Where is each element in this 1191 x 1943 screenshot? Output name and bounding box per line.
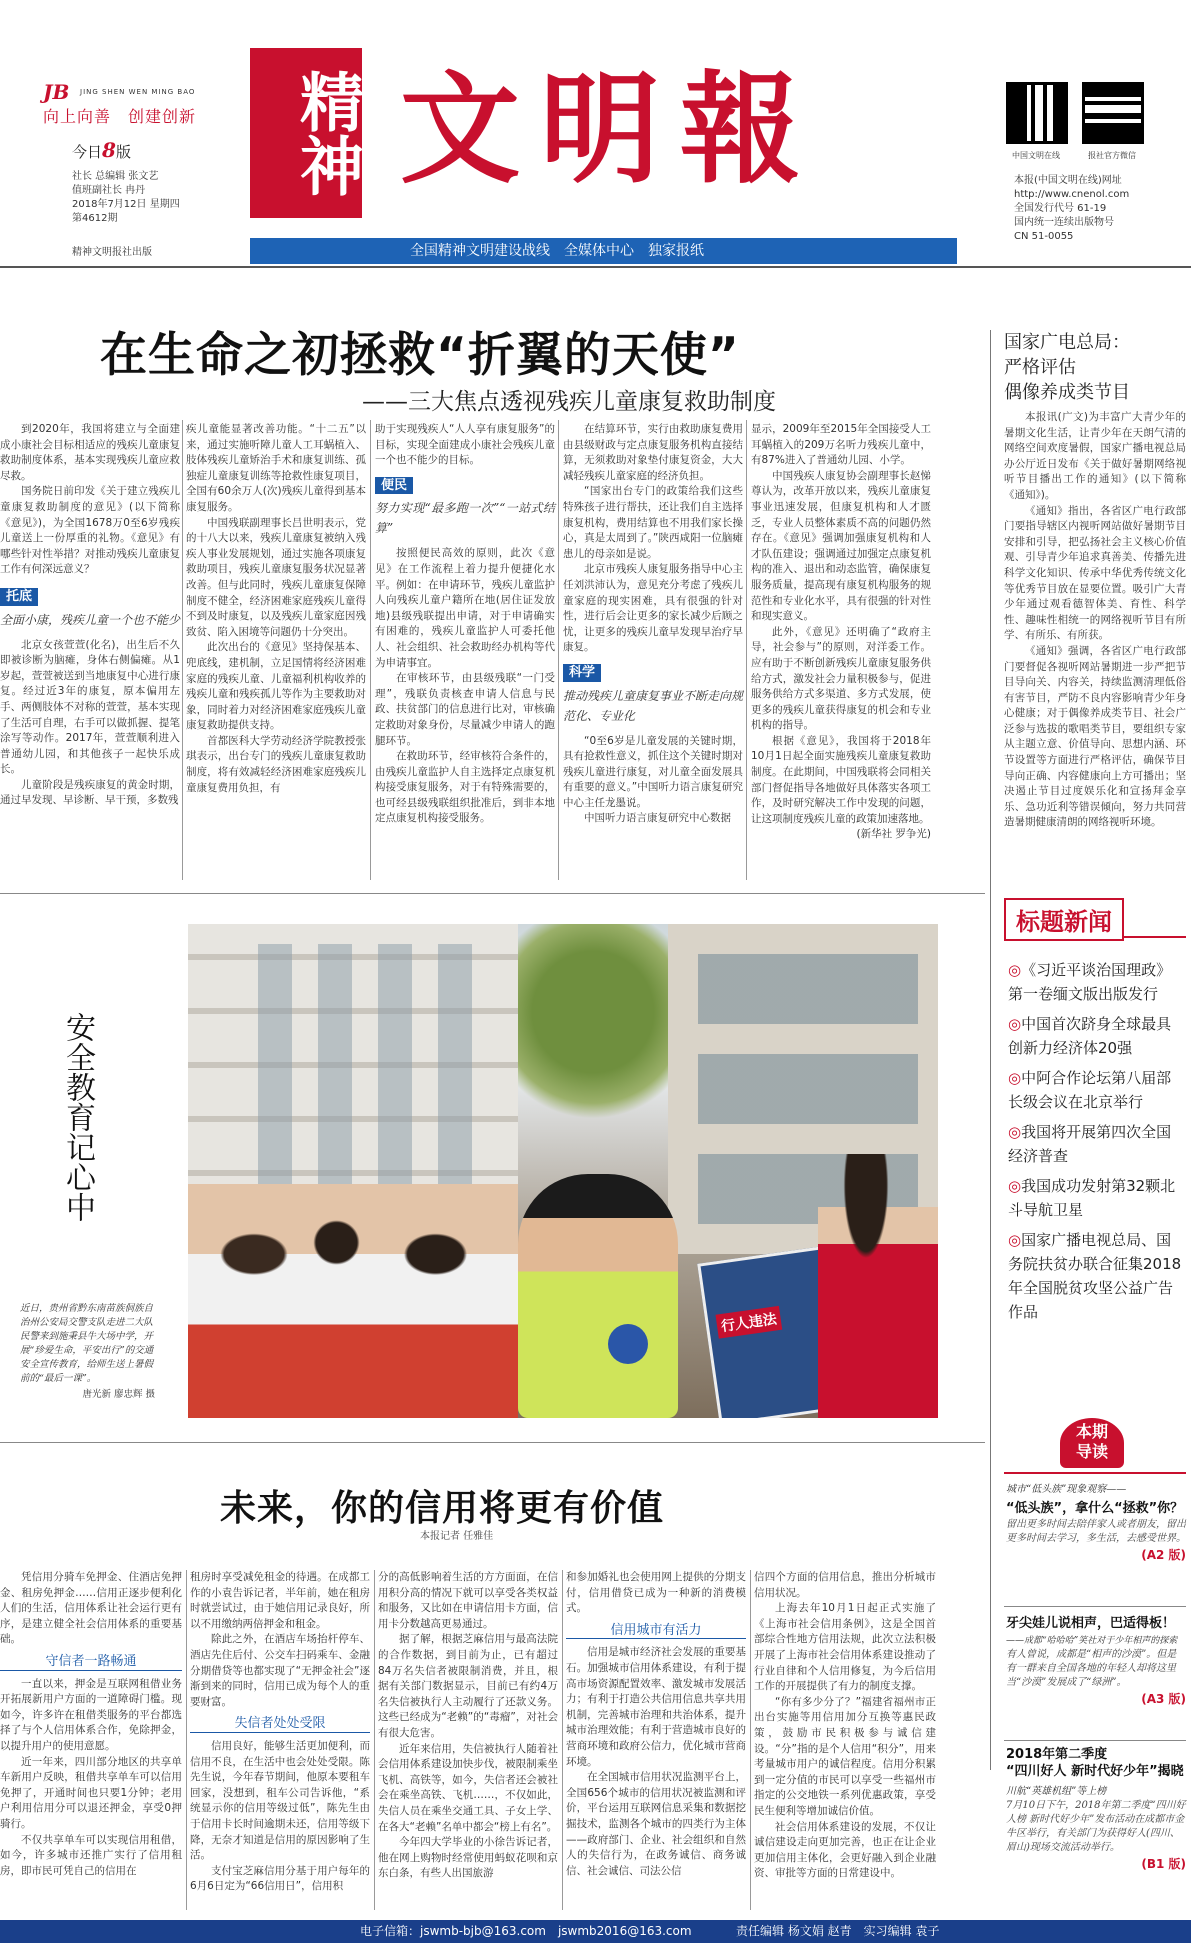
qr-code-wenming [1006, 82, 1068, 144]
masthead-rule [0, 266, 1191, 268]
lead-paragraph: 在结算环节，实行由救助康复费用由县级财政与定点康复服务机构直接结算，无须救助对象垫付康复资金，大大减轻残疾儿童家庭的经济负担。 [563, 423, 743, 482]
students-left [188, 1184, 518, 1418]
section-tag-tuodi: 托底 [0, 588, 180, 606]
sidebar-policy-title: 国家广电总局： 严格评估 偶像养成类节目 [1004, 332, 1130, 403]
lead-paragraph: 北京市残疾人康复服务指导中心主任刘洪沛认为，意见充分考虑了残疾儿童家庭的现实困难，具有很强的针对性，进行后会让更多的家长减少后顾之忧，让更多的残疾儿童早发现早治疗早康复。 [563, 563, 743, 654]
masthead [0, 0, 1191, 262]
news-photo [188, 924, 938, 1418]
lead-headline: 在生命之初拯救“折翼的天使” [100, 328, 740, 383]
lead-paragraph: 此外，《意见》还明确了“政府主导，社会参与”的原则，对洋委工作。应有助于不断创新残疾儿童康复服务供给方式，激发社会力量积极参与，促进服务供给方式多渠道、多方式发展，使更多的残疾儿童获得康复的机会和专业机构的指导。 [751, 625, 931, 732]
lead-paragraph: “0至6岁是儿童发展的关键时期，具有抢救性意义，抓住这个关键时期对残疾儿童进行康复，对儿童全面发展具有重要的意义。”中国听力语言康复研究中心主任龙墨说。 [563, 734, 743, 809]
guide-divider [1004, 1740, 1186, 1741]
section-subhead: 全面小康，残疾儿童一个也不能少 [0, 612, 181, 627]
credit-column-4: 和参加婚礼也会使用网上提供的分期支付，信用借贷已成为一种新的消费模式。 信用城市有活力 信用是城市经济社会发展的重要基石。加强城市信用体系建设，有利于提高市场资源配置效率、激发城市发展活力；有利于打造公共信用信息共享共用机制，完善城市治理和共治体系，提升城市治理效能；有利于营造城市良好的营商环境和政府公信力，优化城市营商环境。 在全国城市信用状况监测平台上，全国656个城市的信用状况被监测和评价，平台运用互联网信息采集和数据挖掘技术，监测各个城市的四类行为主体——政府部门、企业、社会组织和自然人的失信行为，在政务诚信、商务诚信、社会诚信、司法公信 [566, 1571, 746, 1877]
list-item: ◎中国首次跻身全球最具创新力经济体20强 [1008, 1015, 1172, 1057]
qr-caption-1: 中国文明在线 [1012, 151, 1060, 160]
credit-subhead: 信用城市有活力 [566, 1623, 746, 1640]
list-item: ◎中阿合作论坛第八届部长级会议在北京举行 [1008, 1069, 1172, 1111]
footer-bar [0, 1920, 1191, 1943]
lead-paragraph: 首都医科大学劳动经济学院教授张琪表示，出台专门的残疾儿童康复救助制度，将有效减轻经济困难家庭残疾儿童康复费用负担，有 [186, 734, 366, 794]
lead-column-5 [751, 422, 931, 843]
footer-editors: 责任编辑 杨文娟 赵青 实习编辑 袁子 [736, 1924, 940, 1938]
guide-rule [1004, 1472, 1186, 1474]
column-divider [374, 1570, 375, 1910]
list-item: ◎我国将开展第四次全国经济普查 [1008, 1123, 1172, 1165]
lead-column-4 [563, 422, 743, 827]
credit-subhead: 失信者处处受限 [190, 1716, 370, 1733]
list-item: ◎我国成功发射第32颗北斗导航卫星 [1008, 1177, 1176, 1219]
lead-column-1 [0, 422, 180, 809]
page-count: 8 [102, 138, 116, 162]
credit-column-5: 信四个方面的信用信息，推出分析城市信用状况。 上海去年10月1日起正式实施了《上海市社会信用条例》，这是全国首部综合性地方信用法规，此次立法积极开展了上海市社会信用体系建设推动了行业自律和个人信用修复，为今后信用工作的开展提供了有力的制度支撑。 “你有多少分了？”福建省福州市正出台实施等用信用加分互换等惠民政策，鼓励市民积极参与诚信建设。“分”指的是个人信用“积分”，用来考量城市用户的诚信程度。信用分积累到一定分值的市民可以享受一些福州市指定的公交地铁一系列优惠政策，享受民生便利等增加诚信价值。 社会信用体系建设的发展，不仅让诚信建设走向更加完善，也正在让企业更加信用主体化，会更好融入到企业融资、审批等方面的日常建设中。 [754, 1571, 936, 1880]
credit-top-rule [0, 1442, 985, 1443]
paper-title-red: 精神 [250, 48, 362, 218]
publisher: 精神文明报社出版 [72, 247, 152, 258]
section-tag-bianmin: 便民 [375, 477, 555, 495]
lead-paragraph: 此次出台的《意见》坚持保基本、兜底线，建机制，立足国情将经济困难家庭的残疾儿童、儿童福利机构收养的残疾儿童和残疾孤儿等作为主要救助对象，同时着力对经济困难家庭残疾儿童康复救助提供支持。 [186, 641, 366, 732]
paper-title-main: 文明報 [400, 59, 820, 200]
section-tag-kexue: 科学 [563, 664, 743, 682]
lead-paragraph: 根据《意见》，我国将于2018年10月1日起全面实施残疾儿童康复救助制度。在此期间，中国残联将会同相关部门督促指导各地做好具体落实各项工作，及时研究解决工作中发现的问题，让这项制度残疾儿童的政策加速落地。 [751, 734, 931, 825]
lead-paragraph: 国务院日前印发《关于建立残疾儿童康复救助制度的意见》(以下简称《意见》)，为全国1678万0至6岁残疾儿童送上一份厚重的礼物。《意见》有哪些针对性举措？对推动残疾儿童康复工作有何深远意义？ [0, 485, 180, 576]
guide-item-3: 2018年第二季度 “四川好人 新时代好少年”揭晓 川航“英雄机组”等上榜 7月10日下午，2018年第二季度“四川好人榜 新时代好少年”发布活动在成都市金牛区举行，有关部门为获得好人(四川、眉山)现场交流活动举行。 (B1 版) [1006, 1747, 1186, 1871]
sidebar-policy-body: 本报讯(广文)为丰富广大青少年的暑期文化生活，让青少年在天朗气清的网络空间欢度暑假，国家广播电视总局办公厅近日发布《关于做好暑期网络视听节目播出工作的通知》(以下简称《通知》)。 《通知》指出，各省区广电行政部门要指导辖区内视听网站做好暑期节目安排和引导，把弘扬社会主义核心价值观、引导青少年追求真善美、传播先进科学文化知识、传承中华优秀传统文化等优秀节目放在显要位置。吸引广大青少年通过观看德智体美、育性、科学性、趣味性相统一的网络视听节目有所学、有所乐、有所获。 《通知》强调，各省区广电行政部门要督促各视听网站暑期进一步严把节目导向关、内容关，持续监测清理低俗有害节目，严防不良内容影响青少年身心健康；对于偶像养成类节目、社会广泛参与选拔的歌唱类节目，要组织专家从主题立意、价值导向、思想内涵、环节设置等方面进行严格评估，确保节目导向正确、内容健康向上方可播出；坚决遏止节目过度娱乐化和宣扬拜金享乐、急功近利等错误倾向，努力共同营造暑期健康清朗的网络视听环境。 [1004, 411, 1186, 829]
lead-byline: (新华社 罗争光) [856, 828, 931, 841]
lead-paragraph: 中国听力语言康复研究中心数据 [584, 812, 731, 825]
section-subhead: 努力实现“最多跑一次”“一站式结算” [375, 501, 555, 536]
paper-title [250, 48, 950, 218]
column-divider [186, 1570, 187, 1910]
lead-paragraph: 在救助环节，经审核符合条件的，由残疾儿童监护人自主选择定点康复机构接受康复服务，对于有特殊需要的，也可经县级残联组织批准后，到非本地定点康复机构接受服务。 [375, 750, 555, 825]
nav-bar: 全国精神文明建设战线 全媒体中心 独家报纸 [250, 238, 957, 264]
photo-credit: 唐光新 廖忠辉 摄 [82, 1389, 155, 1400]
list-item: ◎国家广播电视总局、国务院扶贫办联合征集2018年全国脱贫攻坚公益广告作品 [1008, 1231, 1182, 1321]
brand-pinyin: JING SHEN WEN MING BAO [80, 88, 196, 96]
column-divider [370, 420, 371, 880]
guide-badge: 本期 导读 [1060, 1418, 1124, 1468]
column-divider [558, 420, 559, 880]
lead-paragraph: 北京女孩萱萱(化名)，出生后不久即被诊断为脑瘫，身体右侧偏瘫。从1岁起，萱萱被送到当地康复中心进行康复。经过近3年的康复，原本偏用左手、两侧肢体不对称的萱萱，基本实现了生活可自理，右手可以做抓握、提笔涂写等动作。2017年，萱萱顺利进入普通幼儿园，和其他孩子一起快乐成长。 [0, 638, 180, 776]
lead-paragraph: 助于实现残疾人“人人享有康复服务”的目标，实现全面建成小康社会残疾儿童一个也不能少的目标。 [375, 423, 555, 467]
brand-mark: JB [43, 80, 70, 104]
lead-paragraph: “国家出台专门的政策给我们这些特殊孩子进行帮扶，还让我们自主选择康复机构，费用结算也不用我们家长操心，真是太周到了。”陕西咸阳一位脑瘫患儿的母亲如是说。 [563, 485, 743, 560]
photo-top-rule [0, 893, 985, 894]
credit-column-1: 凭信用分骑车免押金、住酒店免押金、租房免押金……信用正逐步便利化人们的生活，信用体系让社会运行更有序，是建立健全社会信用体系的重要基础。 守信者一路畅通 一直以来，押金是互联网租借业务开拓展新用户方面的一道障碍门槛。现如今，许多许在租借类服务的平台都选择了与个人信用体系合作，免除押金，以提升用户的使用意愿。 近一年来，四川部分地区的共享单车新用户反映，租借共享单车可以信用免押了，开通时间也只要1分钟；老用户利用信用分可以退还押金，享受0押骑行。 不仅共享单车可以实现信用租借，如今，许多城市还推广实行了信用租房，即市民可凭自己的信用在 [0, 1571, 182, 1877]
editor-info: 社长 总编辑 张文艺 值班副社长 冉丹 2018年7月12日 星期四 第4612期 [72, 171, 180, 224]
photo-title: 安全教育记心中 [60, 1012, 95, 1222]
guide-divider [1004, 1606, 1186, 1607]
lead-paragraph: 儿童阶段是残疾康复的黄金时期，通过早发现、早诊断、早干预，多数残 [0, 778, 180, 807]
police-officer [518, 1174, 678, 1418]
column-divider [562, 1570, 563, 1910]
lead-paragraph: 按照便民高效的原则，此次《意见》在工作流程上着力提升便捷化水平。例如：在申请环节，残疾儿童监护人向残疾儿童户籍所在地(居住证发放地)县级残联提出申请，对于申请确实有困难的，残疾儿童监护人可委托他人、社会组织、社会救助经办机构等代为申请事宜。 [375, 547, 555, 669]
lead-subhead: ——三大焦点透视残疾儿童康复救助制度 [362, 389, 776, 415]
lead-paragraph: 疾儿童能显著改善功能。“十二五”以来，通过实施听障儿童人工耳蜗植入、肢体残疾儿童矫治手术和康复训练、孤独症儿童康复训练等抢救性康复项目，全国有60余万人(次)残疾儿童得到基本康复服务。 [186, 423, 366, 513]
column-divider [182, 420, 183, 880]
column-divider [750, 1570, 751, 1910]
police-badge [608, 1324, 648, 1364]
footer-contact: 电子信箱：jswmb-bjb@163.com jswmb2016@163.com [360, 1924, 692, 1938]
today-pages: 今日8版 [72, 138, 131, 162]
qr-code-wechat [1082, 82, 1144, 144]
lead-column-2 [186, 422, 366, 796]
headline-news-list [1008, 958, 1186, 1324]
lead-intro: 到2020年，我国将建立与全面建成小康社会目标相适应的残疾儿童康复救助制度体系，基本实现残疾儿童应救尽救。 [0, 423, 180, 482]
qr-caption-2: 报社官方微信 [1088, 151, 1136, 160]
lead-paragraph: 中国残疾人康复协会副理事长赵悌尊认为，改革开放以来，残疾儿童康复事业迅速发展，但康复机构和人才匮乏，专业人员整体素质不高的问题仍然存在。《意见》强调加强康复机构和人才队伍建设；强调通过加强定点康复机构的准入、退出和动态监管，确保康复服务质量，提高现有康复机构服务的规范性和专业化水平，具有很强的针对性和现实意义。 [751, 469, 931, 623]
sidebar-divider [990, 330, 991, 1770]
section-subhead: 推动残疾儿童康复事业不断走向规范化、专业化 [563, 688, 744, 723]
lead-paragraph: 中国残联副理事长吕世明表示，党的十八大以来，残疾儿童康复被纳入残疾人事业发展规划，通过实施各项康复救助项目，残疾儿童康复服务状况显著改善。但与此同时，残疾儿童康复保障制度不健全，经济困难家庭残疾儿童得不到及时康复，以及残疾儿童家庭因残致贫、陷入困境等问题仍十分突出。 [186, 516, 366, 638]
tree [518, 924, 668, 1144]
column-divider [746, 420, 747, 880]
building-left-windows [258, 944, 498, 1194]
credit-subhead: 守信者一路畅通 [0, 1654, 182, 1671]
list-item: ◎《习近平谈治国理政》第一卷缅文版出版发行 [1008, 961, 1172, 1003]
lead-column-3 [375, 422, 555, 827]
lead-paragraph: 显示，2009年至2015年全国接受人工耳蜗植入的209万名听力残疾儿童中，有87%进入了普通幼儿园、小学。 [751, 423, 931, 467]
students-right [818, 1154, 938, 1418]
photo-caption: 近日，贵州省黔东南苗族侗族自治州公安局交警支队走进二大队民警来到施秉县牛大场中学，开展“珍爱生命，平安出行”的交通安全宣传教育，给师生送上暑假前的“最后一课”。 唐光新 廖忠辉 摄 [20, 1303, 155, 1400]
headline-news-header: 标题新闻 [1004, 898, 1186, 938]
credit-byline: 本报记者 任雅佳 [420, 1531, 494, 1542]
guide-item-2: 牙尖娃儿说相声，巴适得板！ ——成都“哈哈哈”笑社对于少年相声的探索 有人曾说，成都是“相声的沙漠”。但是有一群来自全国各地的年轻人却将这里当“沙漠”发展成了“绿洲”。 (A3 版) [1006, 1616, 1186, 1706]
lead-paragraph: 在审核环节，由县级残联“一门受理”，残联负责核查申请人信息与民政、扶贫部门的信息进行比对，审核确定救助对象身份，尽量减少申请人的跑腿环节。 [375, 672, 555, 747]
site-info: 本报(中国文明在线)网址 http://www.cnenol.com 全国发行代号 61-19 国内统一连续出版物号 CN 51-0055 [1014, 175, 1130, 242]
credit-headline: 未来，你的信用将更有价值 [220, 1488, 665, 1529]
slogan: 向上向善 创建创新 [43, 107, 197, 126]
display-board: 行人违法 [697, 1246, 849, 1418]
credit-column-3: 分的高低影响着生活的方方面面，在信用积分高的情况下就可以享受各类权益和服务，又比如在申请信用卡方面，信用卡分数越高更易通过。 据了解，根据芝麻信用与最高法院的合作数据，到目前为止，已有超过84万名失信者被限制消费，并且，根据有关部门数据显示，目前已有约4万名失信被执行人主动履行了还款义务。这些已经成为“老赖”的“毒瘤”，对社会有很大危害。 近年来信用，失信被执行人随着社会信用体系建设加快步伐，被限制乘坐飞机、高铁等，如今，失信者还会被社会在乘坐高铁、飞机……，不仅如此，失信人员在乘坐交通工具、子女上学、在各大“老赖”名单中都会“榜上有名”。 今年四大学毕业的小徐告诉记者，他在网上购物时经常使用蚂蚁花呗和京东白条，有些人出国旅游 [378, 1571, 558, 1880]
credit-column-2: 租房时享受减免租金的待遇。在成都工作的小袁告诉记者，半年前，她在租房时就尝试过，由于她信用记录良好，所以不用缴纳两倍押金和租金。 除此之外，在酒店车场抬杆停车、酒店先住后付、公交车扫码乘车、金融分期借贷等也都实现了“无押金社会”逐渐到来的同时，信用已成为每个人的重要财富。 失信者处处受限 信用良好，能够生活更加便利，而信用不良，在生活中也会处处受限。陈先生说，今年春节期间，他原本要租车回家，没想到，租车公司告诉他，“系统显示你的信用等级过低”，陈先生由于信用卡长时间逾期未还，信用等级下降，无奈才知道是信用的原因影响了生活。 支付宝芝麻信用分基于用户每年的6月6日定为“66信用日”，信用积 [190, 1571, 370, 1893]
guide-item-1: 城市“低头族”现象观察—— “低头族”，拿什么“拯救”你？ 留出更多时间去陪伴家人或者朋友，留出更多时间去学习，多生活，去感受世界。 (A2 版) [1006, 1484, 1186, 1562]
